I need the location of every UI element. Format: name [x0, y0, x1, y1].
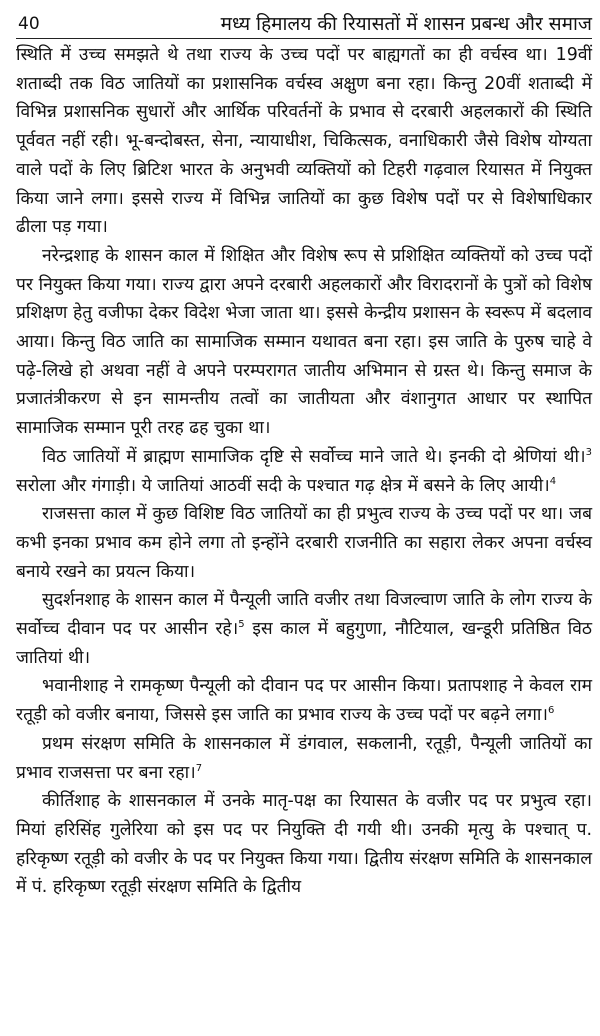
- paragraph-text: सुदर्शनशाह के शासन काल में पैन्यूली जाति वजीर तथा विजल्वाण जाति के लोग राज्य के सर्वोच्च दीवान पद पर आसीन रहे।: [16, 590, 592, 640]
- paragraph: [16, 443, 592, 500]
- paragraph-text: प्रथम संरक्षण समिति के शासनकाल में डंगवाल, सकलानी, रतूड़ी, पैन्यूली जातियों का प्रभाव राजसत्ता पर बना रहा।: [16, 733, 592, 783]
- paragraph-text: स्थिति में उच्च समझते थे तथा राज्य के उच्च पदों पर बाह्यगतों का ही वर्चस्व था। 19वीं शताब्दी तक विठ जातियों का प्रशासनिक वर्चस्व अक्षुण बना रहा। किन्तु 20वीं शताब्दी में विभिन्न प्रशासनिक सुधारों और आर्थिक परिवर्तनों के प्रभाव से दरबारी अहलकारों की स्थिति पूर्ववत नहीं रही। भू-बन्दोबस्त, सेना, न्यायाधीश, चिकित्सक, वनाधिकारी जैसे विशेष योग्यता वाले पदों के लिए ब्रिटिश भारत के अनुभवी व्यक्तियों को टिहरी गढ़वाल रियासत में नियुक्त किया जाने लगा। इससे राज्य में विभिन्न जातियों का कुछ विशेष पदों पर से विशेषाधिकार ढीला पड़ गया।: [16, 45, 592, 238]
- paragraph: [16, 787, 592, 902]
- paragraph: [16, 500, 592, 586]
- footnote-ref: 5: [238, 619, 245, 631]
- paragraph-text: सरोला और गंगाड़ी। ये जातियां आठवीं सदी के पश्चात गढ़ क्षेत्र में बसने के लिए आयी।: [16, 475, 550, 496]
- footnote-ref: 7: [195, 762, 203, 774]
- footnote-ref: 4: [549, 475, 557, 487]
- paragraph-text: विठ जातियों में ब्राह्मण सामाजिक दृष्टि से सर्वोच्च माने जाते थे। इनकी दो श्रेणियां थी।: [42, 446, 586, 467]
- paragraph-text: नरेन्द्रशाह के शासन काल में शिक्षित और विशेष रूप से प्रशिक्षित व्यक्तियों को उच्च पदों पर नियुक्त किया गया। राज्य द्वारा अपने दरबारी अहलकारों और विरादरानों के पुत्रों को विशेष प्रशिक्षण हेतु वजीफा देकर विदेश भेजा जाता था। इससे केन्द्रीय प्रशासन के स्वरूप में बदलाव आया। किन्तु विठ जाति का सामाजिक सम्मान यथावत बना रहा। इस जाति के पुरुष चाहे वे पढ़े-लिखे हो अथवा नहीं वे अपने परम्परागत जातीय अभिमान से ग्रस्त थे। किन्तु समाज के प्रजातंत्रीकरण से इन सामन्तीय तत्वों का जातीयता और वंशानुगत आधार पर स्थापित सामाजिक सम्मान पूरी तरह ढह चुका था।: [16, 245, 592, 439]
- footnote-ref: 3: [585, 447, 592, 459]
- paragraph: [16, 242, 592, 443]
- paragraph: [16, 41, 592, 242]
- paragraph-text: भवानीशाह ने रामकृष्ण पैन्यूली को दीवान पद पर आसीन किया। प्रतापशाह ने केवल राम रतूड़ी को वजीर बनाया, जिससे इस जाति का प्रभाव राज्य के उच्च पदों पर बढ़ने लगा।: [16, 676, 592, 726]
- paragraph-text: राजसत्ता काल में कुछ विशिष्ट विठ जातियों का ही प्रभुत्व राज्य के उच्च पदों पर था। जब कभी इनका प्रभाव कम होने लगा तो इन्होंने दरबारी राजनीति का सहारा लेकर अपना वर्चस्व बनाये रखने का प्रयत्न किया।: [16, 504, 592, 582]
- running-title: मध्य हिमालय की रियासतों में शासन प्रबन्ध और समाज: [220, 13, 592, 35]
- paragraph-text: इस काल में बहुगुणा, नौटियाल, खन्डूरी प्रतिष्ठित विठ जातियां थी।: [16, 619, 592, 668]
- page-number: 40: [18, 14, 40, 34]
- footnote-ref: 6: [548, 705, 555, 717]
- paragraph-text: कीर्तिशाह के शासनकाल में उनके मातृ-पक्ष का रियासत के वजीर पद पर प्रभुत्व रहा। मियां हरिसिंह गुलेरिया को इस पद पर नियुक्ति दी गयी थी। उनकी मृत्यु के पश्चात् प. हरिकृष्ण रतूड़ी को वजीर के पद पर नियुक्त किया गया। द्वितीय संरक्षण समिति के शासनकाल में पं. हरिकृष्ण रतूड़ी संरक्षण समिति के द्वितीय: [16, 791, 592, 898]
- paragraph: [16, 730, 592, 787]
- paragraph: [16, 672, 592, 729]
- paragraph: [16, 586, 592, 672]
- body-text: [16, 41, 592, 902]
- page-header: [16, 0, 592, 39]
